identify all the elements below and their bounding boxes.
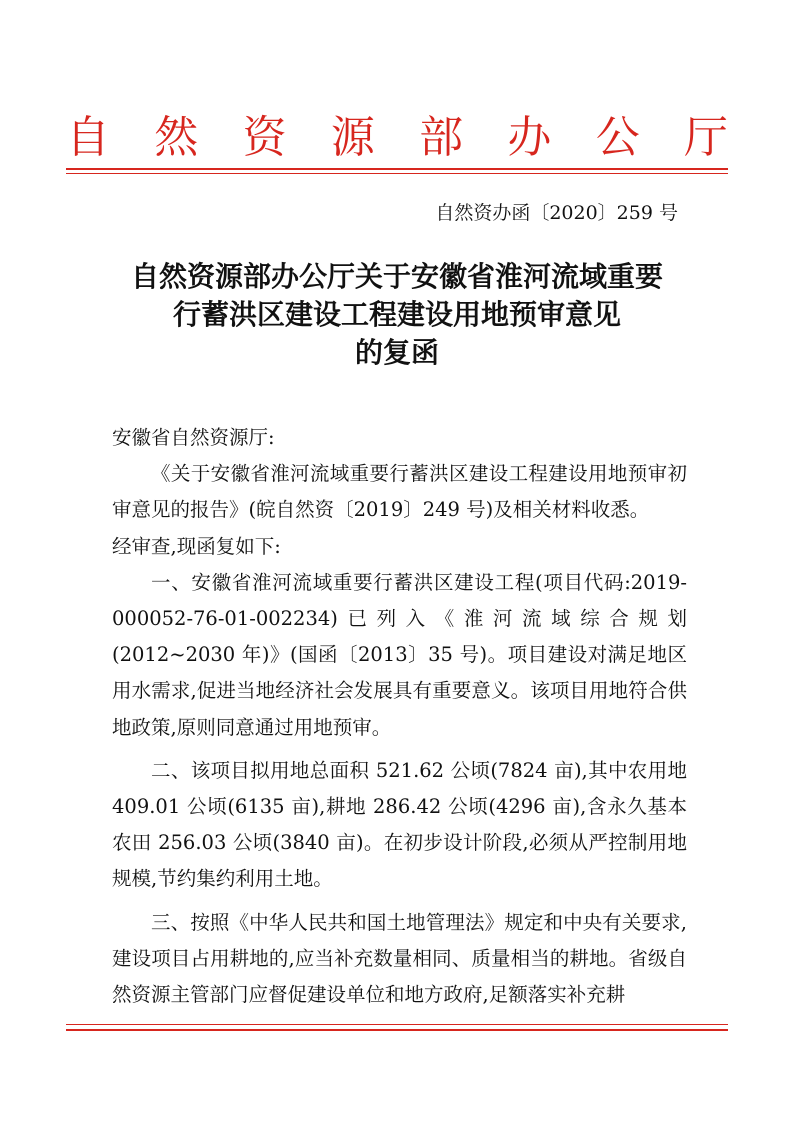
body-paragraph: 二、该项目拟用地总面积 521.62 公顷(7824 亩),其中农用地 409.01 公顷(6135 亩),耕地 286.42 公顷(4296 亩),含永久基本农田 256.03 公顷(3840 亩)。在初步设计阶段,必须从严控制用地规模,节约集约利用土地。	[112, 758, 687, 891]
body-paragraph: 经审查,现函复如下:	[112, 534, 281, 558]
body-paragraph: 《关于安徽省淮河流域重要行蓄洪区建设工程建设用地预审初审意见的报告》(皖自然资〔2019〕249 号)及相关材料收悉。	[112, 462, 687, 522]
masthead-char: 厅	[683, 112, 728, 163]
body-paragraph: 一、安徽省淮河流域重要行蓄洪区建设工程(项目代码:2019-000052-76-01-002234)已列入《淮河流域综合规划(2012~2030 年)》(国函〔2013〕35 号)。项目建设对满足地区用水需求,促进当地经济社会发展具有重要意义。该项目用地符合供地政策,原则同意通过用地预审。	[112, 570, 687, 739]
masthead-char: 自	[66, 112, 110, 163]
footer-red-rule	[66, 1029, 728, 1031]
document-title	[66, 258, 728, 372]
body-paragraph: 三、按照《中华人民共和国土地管理法》规定和中央有关要求,建设项目占用耕地的,应当补充数量相同、质量相当的耕地。省级自然资源主管部门应督促建设单位和地方政府,足额落实补充耕	[112, 910, 687, 1007]
masthead-char: 源	[330, 112, 375, 163]
masthead	[66, 110, 728, 166]
masthead-char: 部	[419, 112, 464, 163]
masthead-red-rule-thin	[66, 173, 728, 174]
salutation: 安徽省自然资源厅:	[112, 426, 275, 449]
footer-red-rule-thin	[66, 1024, 728, 1025]
title-line: 自然资源部办公厅关于安徽省淮河流域重要	[130, 260, 663, 293]
document-body	[112, 420, 687, 1013]
masthead-char: 公	[595, 112, 640, 163]
document-number: 自然资办函〔2020〕259 号	[435, 202, 678, 224]
masthead-red-rule	[66, 168, 728, 170]
title-line: 行蓄洪区建设工程建设用地预审意见	[172, 298, 621, 331]
masthead-char: 然	[154, 112, 199, 163]
masthead-char: 资	[242, 112, 287, 163]
title-line: 的复函	[354, 336, 439, 369]
masthead-char: 办	[507, 112, 552, 163]
